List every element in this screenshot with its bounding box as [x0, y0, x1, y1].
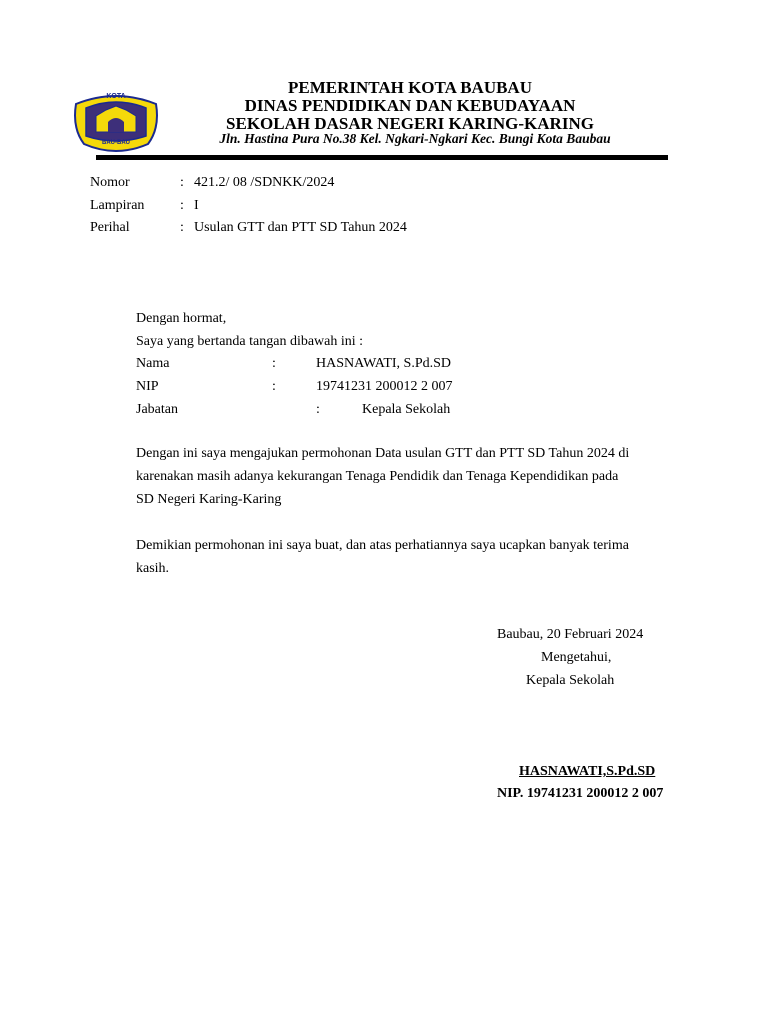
- perihal-colon: :: [180, 220, 184, 235]
- letterhead-school: SEKOLAH DASAR NEGERI KARING-KARING: [226, 114, 594, 133]
- paragraph-request-line-2: karenakan masih adanya kekurangan Tenaga Pendidik dan Tenaga Kependidikan pada: [136, 469, 619, 484]
- city-emblem-logo: [72, 84, 160, 156]
- perihal-label: Perihal: [90, 220, 130, 235]
- paragraph-request-line-1: Dengan ini saya mengajukan permohonan Data usulan GTT dan PTT SD Tahun 2024 di: [136, 446, 630, 461]
- greeting: Dengan hormat,: [136, 311, 227, 326]
- nip-value: 19741231 200012 2 007: [316, 379, 453, 394]
- logo-bottom-text: BAU-BAU: [102, 140, 130, 146]
- nomor-value: 421.2/ 08 /SDNKK/2024: [194, 175, 335, 190]
- lampiran-value: I: [194, 198, 199, 213]
- place-date: Baubau, 20 Februari 2024: [497, 627, 644, 642]
- jabatan-label: Jabatan: [136, 402, 178, 417]
- signer-position: Kepala Sekolah: [526, 673, 615, 688]
- paragraph-closing-line-1: Demikian permohonan ini saya buat, dan atas perhatiannya saya ucapkan banyak terima: [136, 538, 629, 553]
- intro-text: Saya yang bertanda tangan dibawah ini :: [136, 334, 364, 349]
- letterhead-department: DINAS PENDIDIKAN DAN KEBUDAYAAN: [244, 96, 576, 115]
- signer-name: HASNAWATI,S.Pd.SD: [519, 764, 656, 779]
- acknowledged-text: Mengetahui,: [541, 650, 612, 665]
- nama-colon: :: [272, 356, 276, 371]
- nip-colon: :: [272, 379, 276, 394]
- jabatan-value: Kepala Sekolah: [362, 402, 451, 417]
- perihal-value: Usulan GTT dan PTT SD Tahun 2024: [194, 220, 407, 235]
- letterhead-address: Jln. Hastina Pura No.38 Kel. Ngkari-Ngkari Kec. Bungi Kota Baubau: [219, 131, 611, 146]
- nama-label: Nama: [136, 356, 170, 371]
- signer-nip: NIP. 19741231 200012 2 007: [497, 786, 664, 801]
- nomor-colon: :: [180, 175, 184, 190]
- letterhead-divider: [96, 155, 668, 160]
- paragraph-request-line-3: SD Negeri Karing-Karing: [136, 492, 282, 507]
- lampiran-colon: :: [180, 198, 184, 213]
- lampiran-label: Lampiran: [90, 198, 145, 213]
- letterhead-government: PEMERINTAH KOTA BAUBAU: [287, 78, 532, 97]
- logo-top-text: KOTA: [106, 93, 126, 100]
- nama-value: HASNAWATI, S.Pd.SD: [316, 356, 452, 371]
- paragraph-request: [136, 442, 629, 511]
- nomor-label: Nomor: [90, 175, 130, 190]
- nip-label: NIP: [136, 379, 159, 394]
- paragraph-closing: [136, 534, 629, 580]
- jabatan-colon: :: [316, 402, 320, 417]
- paragraph-closing-line-2: kasih.: [136, 561, 170, 576]
